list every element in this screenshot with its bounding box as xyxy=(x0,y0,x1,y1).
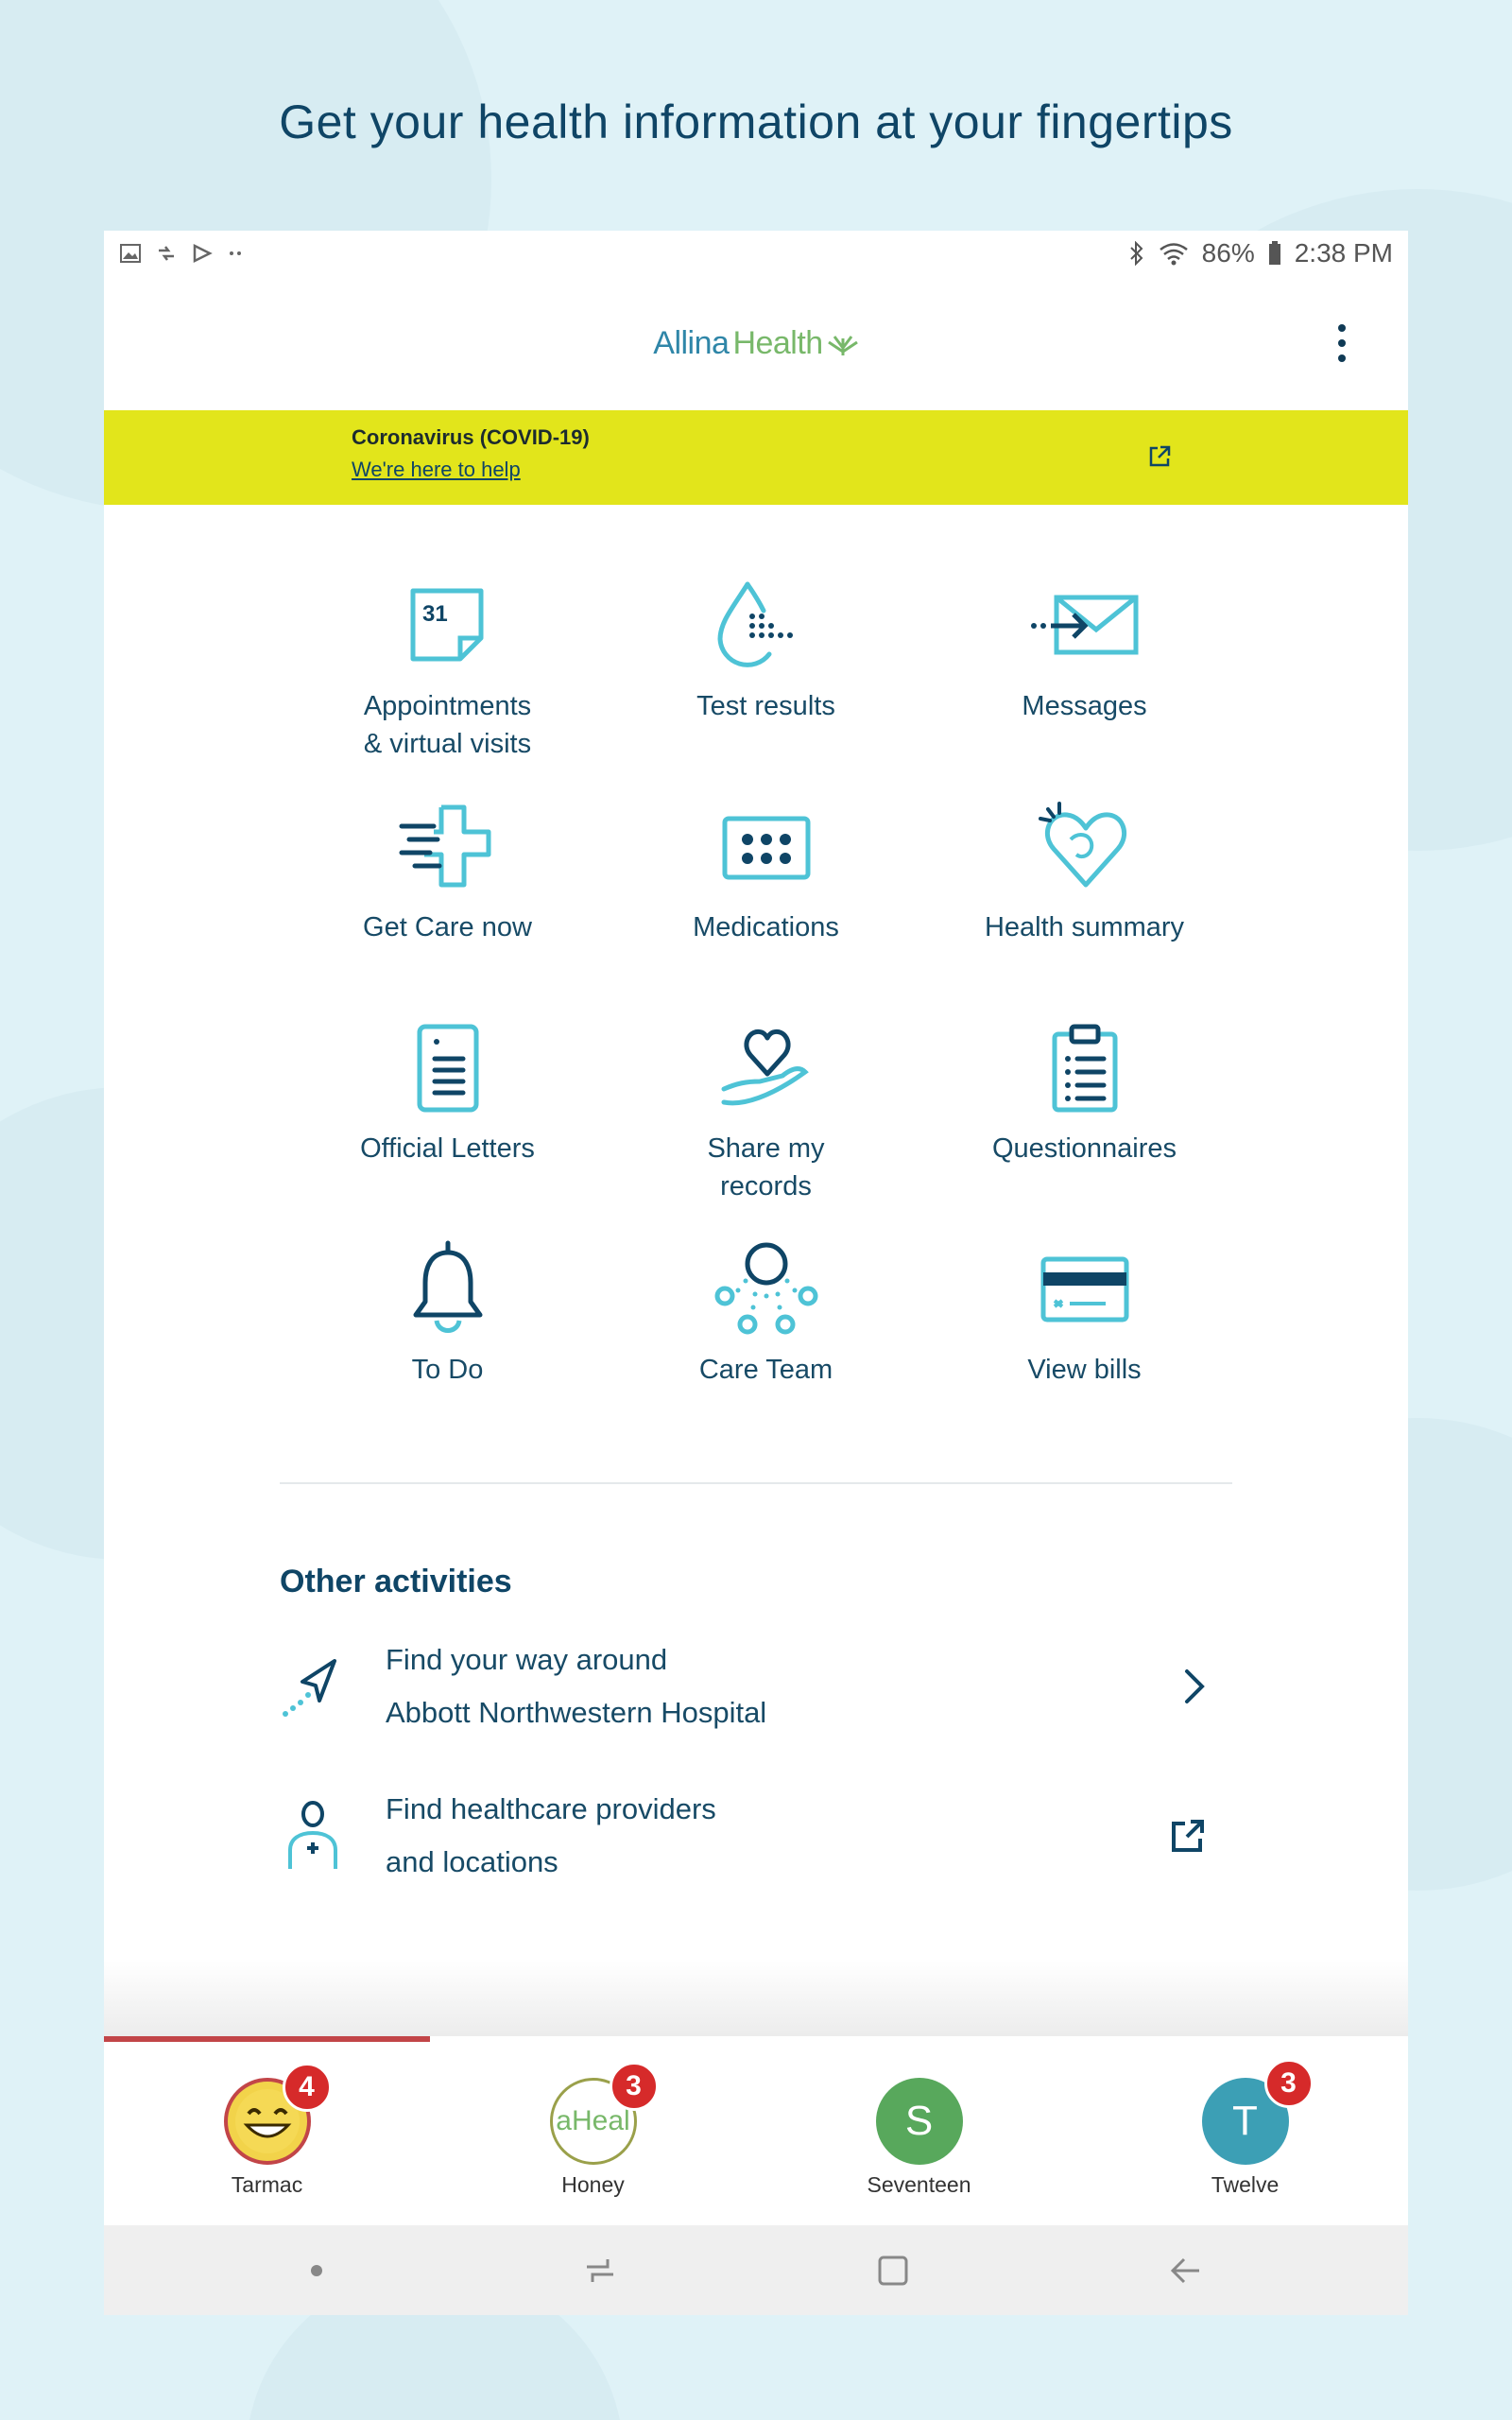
tile-medications[interactable] xyxy=(607,783,925,1004)
wifi-icon xyxy=(1159,241,1189,266)
external-link-icon[interactable] xyxy=(1170,1818,1206,1854)
home-icon[interactable] xyxy=(874,2252,912,2290)
account-switcher xyxy=(104,2036,1408,2225)
avatar-text: aHeal xyxy=(556,2105,630,2136)
back-icon[interactable] xyxy=(1167,2252,1205,2290)
feature-grid xyxy=(288,562,1245,1446)
tile-to-do[interactable] xyxy=(288,1225,607,1446)
tile-label: To Do xyxy=(411,1355,484,1385)
tile-care-team[interactable] xyxy=(607,1225,925,1446)
notification-badge: 3 xyxy=(1264,2059,1314,2108)
pill-pack-icon xyxy=(719,809,814,885)
provider-icon xyxy=(284,1801,341,1871)
heart-in-hand-icon xyxy=(714,1021,818,1115)
tile-messages[interactable] xyxy=(925,562,1244,783)
tile-label: Care Team xyxy=(698,1355,833,1385)
system-nav-bar xyxy=(104,2225,1408,2315)
device-screen xyxy=(104,231,1408,2315)
overflow-menu-button[interactable] xyxy=(1332,324,1351,362)
avatar-letter: T xyxy=(1232,2098,1258,2144)
tile-label: Share my records xyxy=(707,1133,825,1201)
tile-share-records[interactable] xyxy=(607,1004,925,1225)
tile-test-results[interactable] xyxy=(607,562,925,783)
recent-apps-icon[interactable] xyxy=(581,2252,619,2290)
external-link-icon[interactable] xyxy=(1147,444,1172,469)
tile-health-summary[interactable] xyxy=(925,783,1244,1004)
bluetooth-icon xyxy=(1128,241,1145,266)
notification-badge: 4 xyxy=(283,2063,332,2112)
tile-appointments[interactable] xyxy=(288,562,607,783)
droplet-icon xyxy=(714,579,818,673)
navigation-arrow-icon xyxy=(280,1653,346,1720)
tile-label: Official Letters xyxy=(360,1133,535,1164)
logo-text-allina: Allina xyxy=(653,324,730,361)
avatar xyxy=(876,2078,963,2165)
other-activities-title: Other activities xyxy=(280,1564,512,1599)
account-name: Seventeen xyxy=(867,2172,971,2197)
image-notification-icon xyxy=(119,243,142,264)
tile-questionnaires[interactable] xyxy=(925,1004,1244,1225)
sync-notification-icon xyxy=(155,243,178,264)
tile-get-care-now[interactable] xyxy=(288,783,607,1004)
section-divider xyxy=(280,1482,1232,1484)
clipboard-icon xyxy=(1047,1021,1123,1115)
account-honey[interactable] xyxy=(430,2036,756,2225)
credit-card-icon xyxy=(1038,1252,1132,1327)
document-icon xyxy=(410,1021,486,1115)
envelope-icon xyxy=(1028,588,1142,664)
logo-text-health: Health xyxy=(732,324,823,361)
activity-line1: Find your way around xyxy=(386,1643,668,1676)
heart-icon xyxy=(1033,800,1137,894)
calendar-icon xyxy=(405,583,490,668)
account-name: Honey xyxy=(561,2172,625,2197)
status-bar xyxy=(104,231,1408,276)
allina-health-logo xyxy=(653,325,858,362)
avatar xyxy=(224,2071,315,2165)
account-seventeen[interactable] xyxy=(756,2036,1082,2225)
battery-percentage: 86% xyxy=(1201,238,1255,268)
activity-line1: Find healthcare providers xyxy=(386,1792,716,1825)
bell-icon xyxy=(410,1239,486,1340)
tile-label: Messages xyxy=(1022,691,1147,721)
covid-banner[interactable] xyxy=(104,410,1408,505)
tile-official-letters[interactable] xyxy=(288,1004,607,1225)
avatar xyxy=(550,2070,642,2165)
avatar xyxy=(1202,2067,1297,2165)
tile-label: Health summary xyxy=(984,912,1185,942)
leaf-logo-icon xyxy=(827,329,859,357)
calendar-day-number: 31 xyxy=(421,600,448,627)
find-providers-item[interactable] xyxy=(280,1779,1319,1893)
content-fade xyxy=(104,1961,1408,2036)
avatar-letter: S xyxy=(904,2098,934,2144)
nav-dot-icon[interactable] xyxy=(307,2261,326,2280)
tile-view-bills[interactable] xyxy=(925,1225,1244,1446)
promo-heading: Get your health information at your fingertips xyxy=(279,95,1233,148)
medical-cross-icon xyxy=(396,800,500,894)
app-header xyxy=(104,276,1408,410)
covid-help-link[interactable]: We're here to help xyxy=(352,458,521,481)
tile-label: Get Care now xyxy=(363,912,532,942)
account-tarmac[interactable] xyxy=(104,2036,430,2225)
account-name: Twelve xyxy=(1211,2172,1280,2197)
more-notifications-icon xyxy=(227,243,246,264)
covid-banner-title: Coronavirus (COVID-19) xyxy=(352,425,590,449)
tile-label: View bills xyxy=(1027,1355,1142,1385)
activity-line2: and locations xyxy=(386,1845,558,1878)
play-store-notification-icon xyxy=(191,243,214,264)
tile-label: Appointments & virtual visits xyxy=(363,691,532,759)
account-name: Tarmac xyxy=(231,2172,303,2197)
account-twelve[interactable] xyxy=(1082,2036,1408,2225)
notification-badge: 3 xyxy=(610,2062,659,2111)
clock: 2:38 PM xyxy=(1294,238,1393,268)
tile-label: Medications xyxy=(693,912,839,942)
activity-line2: Abbott Northwestern Hospital xyxy=(386,1696,767,1729)
care-team-icon xyxy=(710,1239,823,1340)
chevron-right-icon[interactable] xyxy=(1183,1668,1206,1705)
find-your-way-item[interactable] xyxy=(280,1630,1319,1743)
battery-icon xyxy=(1268,241,1281,266)
tile-label: Questionnaires xyxy=(991,1133,1177,1164)
tile-label: Test results xyxy=(696,691,835,721)
